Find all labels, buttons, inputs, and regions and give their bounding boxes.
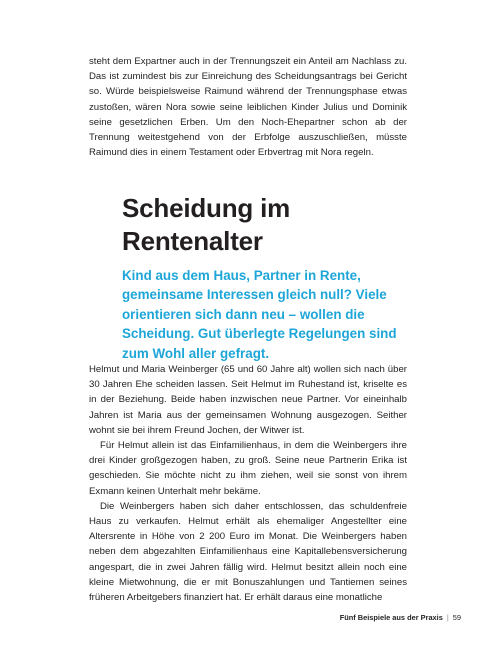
intro-text: steht dem Expartner auch in der Trennungszeit ein Anteil am Nachlass zu. Das ist zumindest bis zur Einreichung des Scheidungsantrags bei Gericht so. Würde beispielsweise Raimund während der Trennungsphase etwas zustoßen, wären Nora sowie seine leiblichen Kinder Julius und Dominik seine gesetzlichen Erben. Um den Noch-Ehepartner schon ab der Trennung weitestgehend von der Erbfolge auszuschließen, müsste Raimund dies in einem Testament oder Erbvertrag mit Nora regeln.	[89, 56, 407, 159]
body-text	[89, 362, 407, 605]
section-heading: Scheidung im Rentenalter	[122, 193, 291, 256]
intro-paragraph	[89, 54, 407, 160]
body-paragraph-1: Helmut und Maria Weinberger (65 und 60 Jahre alt) wollen sich nach über 30 Jahren Ehe scheiden lassen. Seit Helmut im Ruhestand ist, kriselte es in der Beziehung. Beide haben inzwischen neue Partner. Vor eineinhalb Jahren ist Maria aus der gemeinsamen Wohnung ausgezogen. Seither wohnt sie bei ihrem Freund Jochen, der Witwer ist.	[89, 364, 407, 436]
lead-paragraph: Kind aus dem Haus, Partner in Rente, gemeinsame Interessen gleich null? Viele orientieren sich dann neu – wollen die Scheidung. Gut überlegte Regelungen sind zum Wohl aller gefragt.	[122, 268, 397, 361]
page-number: 59	[452, 613, 461, 622]
page-footer	[340, 613, 461, 623]
footer-separator: |	[446, 613, 449, 622]
body-paragraph-2: Für Helmut allein ist das Einfamilienhaus, in dem die Weinbergers ihre drei Kinder großgezogen haben, zu groß. Seine neue Partnerin Erika ist geschieden. Sie möchte nicht zu ihm ziehen, weil sie sonst von ihrem Exmann keinen Unterhalt mehr bekäme.	[89, 440, 407, 497]
body-paragraph-3: Die Weinbergers haben sich daher entschlossen, das schuldenfreie Haus zu verkaufen. Helmut erhält als ehemaliger Angestellter eine Altersrente in Höhe von 2 200 Euro im Monat. Die Weinbergers haben neben dem abgezahlten Einfamilienhaus eine Kapitallebensversicherung angespart, die in zwei Jahren fällig wird. Helmut besitzt allein noch eine kleine Mietwohnung, die er mit Bonuszahlungen und Tantiemen seines früheren Arbeitgebers finanziert hat. Er erhält daraus eine monatliche	[89, 500, 407, 604]
footer-section-title: Fünf Beispiele aus der Praxis	[339, 613, 443, 622]
